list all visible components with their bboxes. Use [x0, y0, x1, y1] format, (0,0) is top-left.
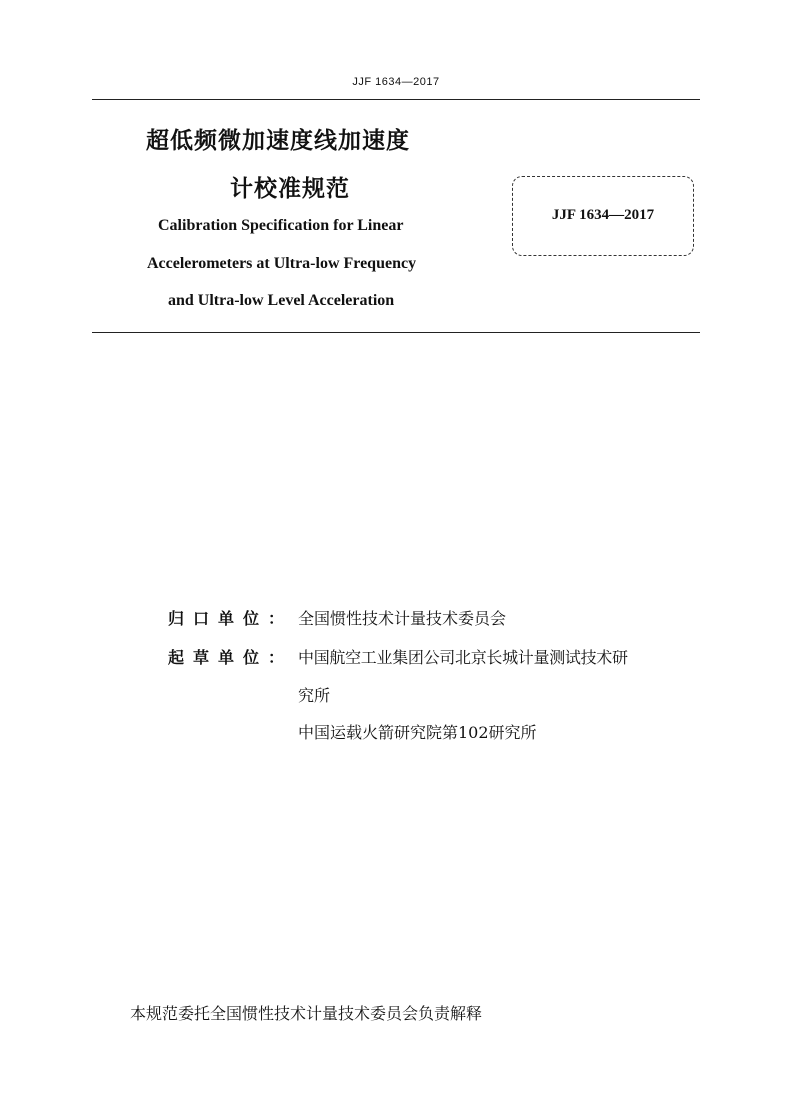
interpretation-note: 本规范委托全国惯性技术计量技术委员会负责解释 — [130, 1004, 483, 1023]
drafting-unit-value-line-1: 中国航空工业集团公司北京长城计量测试技术研 — [298, 648, 628, 667]
chinese-title-line-1: 超低频微加速度线加速度 — [146, 128, 410, 154]
title-divider — [92, 332, 700, 333]
chinese-title-line-2: 计校准规范 — [230, 176, 350, 202]
header-divider — [92, 99, 700, 100]
english-title-line-2: Accelerometers at Ultra-low Frequency — [147, 255, 417, 272]
header-standard-code: JJF 1634—2017 — [352, 76, 440, 88]
responsible-unit-label: 归口单位： — [168, 609, 294, 628]
drafting-unit-value-line-3: 中国运载火箭研究院第102研究所 — [298, 723, 537, 742]
english-title-line-1: Calibration Specification for Linear — [158, 217, 404, 234]
english-title-line-3: and Ultra-low Level Acceleration — [168, 292, 395, 309]
drafting-unit-value-line-2: 究所 — [298, 686, 331, 705]
standard-code-box-text: JJF 1634—2017 — [551, 207, 655, 223]
standard-code-box — [512, 176, 694, 256]
drafting-unit-label: 起草单位： — [168, 648, 294, 667]
responsible-unit-value: 全国惯性技术计量技术委员会 — [298, 609, 507, 628]
